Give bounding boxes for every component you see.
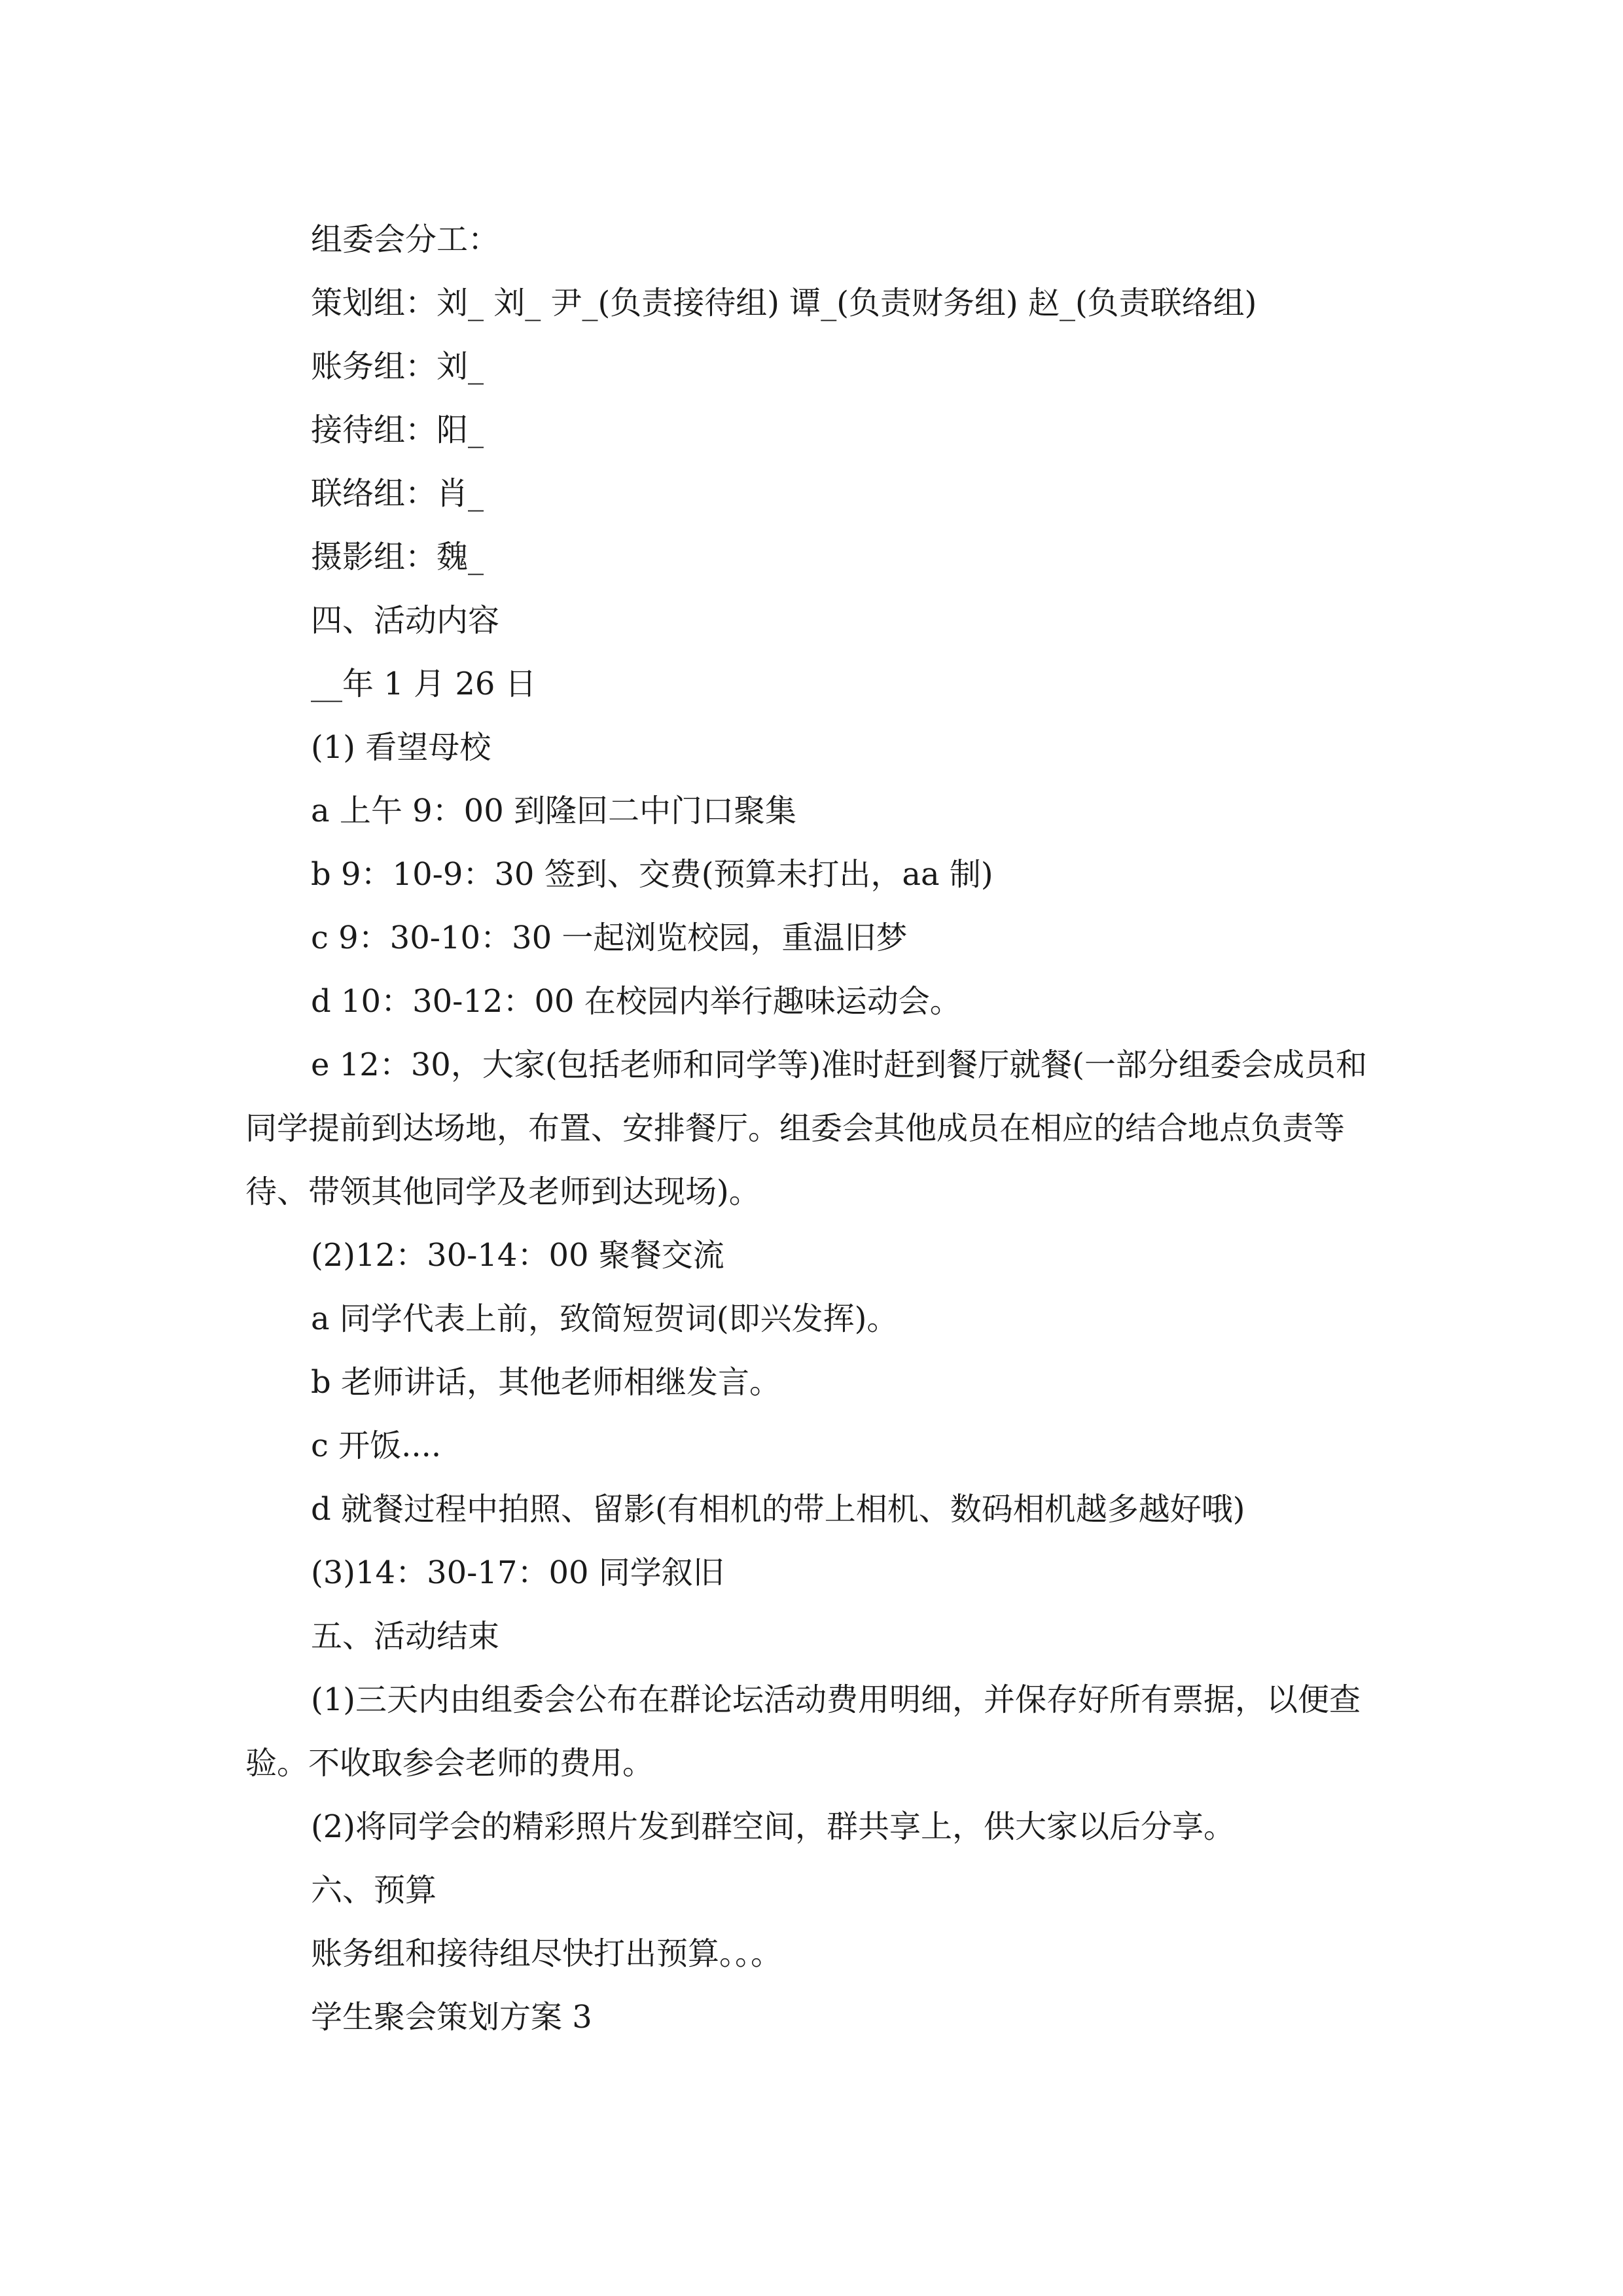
paragraph-item-a-gather: a 上午 9：00 到隆回二中门口聚集 — [311, 793, 797, 829]
paragraph-item-b-teacher: b 老师讲话，其他老师相继发言。 — [311, 1364, 781, 1401]
paragraph-dinner-exchange: (2)12：30-14：00 聚餐交流 — [311, 1237, 724, 1274]
paragraph-planning-group: 策划组：刘_ 刘_ 尹_(负责接待组) 谭_(负责财务组) 赵_(负责联络组) — [311, 285, 1257, 321]
paragraph-item-b-signin: b 9：10-9：30 签到、交费(预算未打出，aa 制) — [311, 856, 993, 893]
paragraph-item-d-sports: d 10：30-12：00 在校园内举行趣味运动会。 — [311, 983, 961, 1020]
section-heading-activity-end: 五、活动结束 — [311, 1618, 500, 1655]
paragraph-reception-group: 接待组：阳_ — [311, 412, 484, 448]
paragraph-share-photos: (2)将同学会的精彩照片发到群空间，群共享上，供大家以后分享。 — [311, 1808, 1235, 1845]
paragraph-committee-heading: 组委会分工： — [311, 221, 500, 258]
paragraph-reminisce: (3)14：30-17：00 同学叙旧 — [311, 1554, 724, 1591]
paragraph-liaison-group: 联络组：肖_ — [311, 475, 484, 512]
paragraph-item-d-photos: d 就餐过程中拍照、留影(有相机的带上相机、数码相机越多越好哦) — [311, 1491, 1245, 1528]
section-heading-budget: 六、预算 — [311, 1872, 437, 1909]
paragraph-item-a-speech: a 同学代表上前，致简短贺词(即兴发挥)。 — [311, 1300, 899, 1337]
paragraph-item-c-tour: c 9：30-10：30 一起浏览校园，重温旧梦 — [311, 920, 908, 956]
paragraph-item-c-meal: c 开饭.... — [311, 1427, 442, 1464]
paragraph-date: __年 1 月 26 日 — [311, 666, 537, 702]
paragraph-item-e-dining: e 12：30，大家(包括老师和同学等)准时赶到餐厅就餐(一部分组委会成员和同学提前到达场地，布置、安排餐厅。组委会其他成员在相应的结合地点负责等待、带领其他同学及老师到达现场)。 — [245, 1047, 1368, 1210]
paragraph-visit-school: (1) 看望母校 — [311, 729, 491, 766]
paragraph-plan-title-3: 学生聚会策划方案 3 — [311, 1999, 592, 2036]
document-body — [245, 208, 1387, 2049]
paragraph-expenses: (1)三天内由组委会公布在群论坛活动费用明细，并保存好所有票据，以便查验。不收取参会老师的费用。 — [245, 1681, 1361, 1782]
paragraph-accounts-group: 账务组：刘_ — [311, 348, 484, 385]
paragraph-photo-group: 摄影组：魏_ — [311, 539, 484, 575]
section-heading-activity-content: 四、活动内容 — [311, 602, 500, 639]
paragraph-budget-note: 账务组和接待组尽快打出预算。。。 — [311, 1935, 783, 1972]
